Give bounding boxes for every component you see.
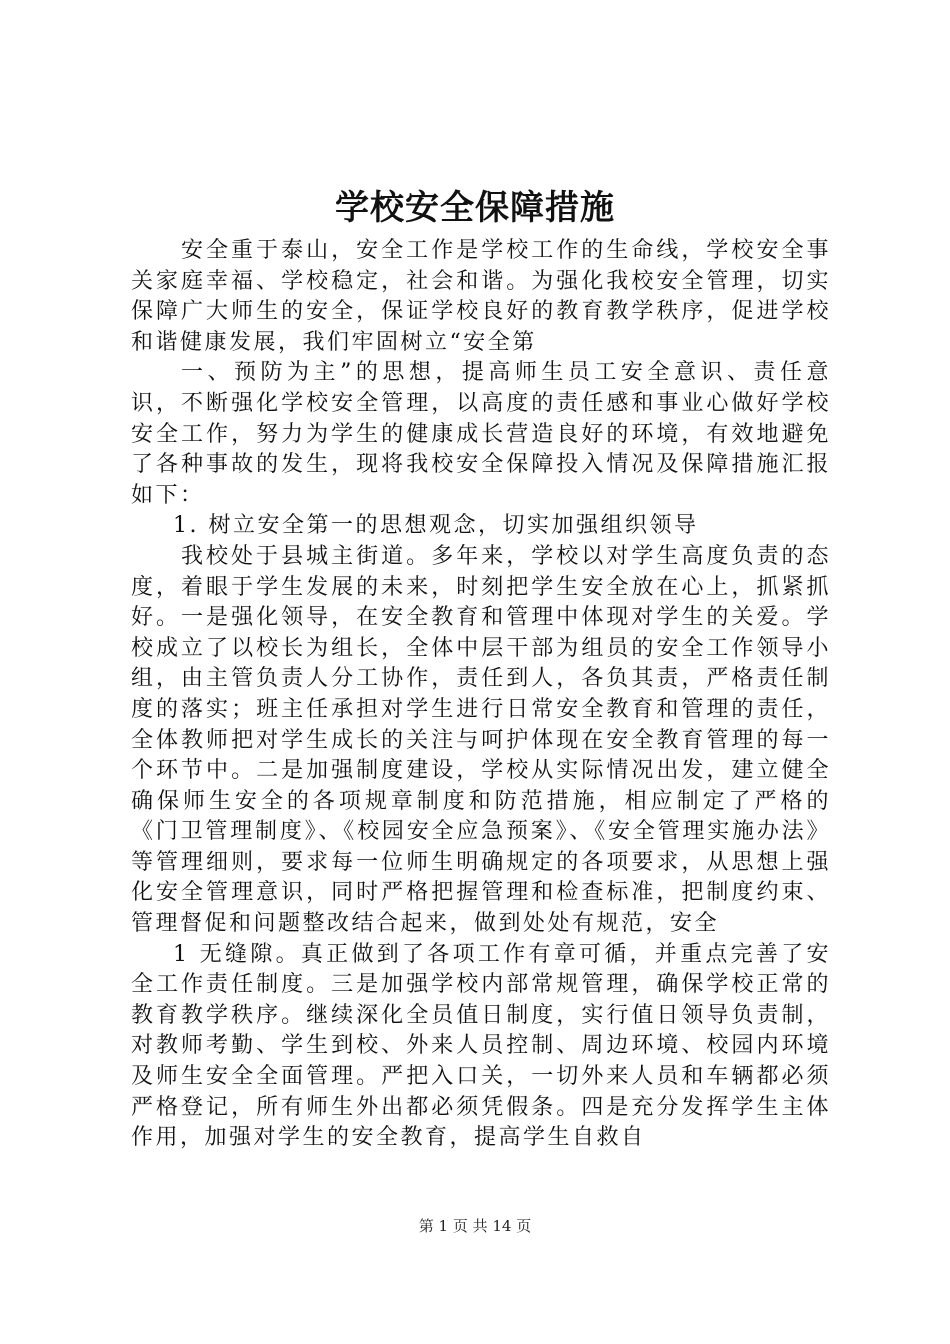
paragraph-intro: 安全重于泰山，安全工作是学校工作的生命线，学校安全事关家庭幸福、学校稳定，社会和谐。为强化我校安全管理，切实保障广大师生的安全，保证学校良好的教育教学秩序，促进学校和谐健康发展，我们牢固树立“安全第 [131, 238, 831, 355]
page-footer: 第 1 页 共 14 页 [418, 1217, 532, 1235]
document-body [131, 236, 831, 1154]
document-title: 学校安全保障措施 [335, 188, 615, 228]
paragraph-section-1-continued: 1 无缝隙。真正做到了各项工作有章可循，并重点完善了安全工作责任制度。三是加强学校内部常规管理，确保学校正常的教育教学秩序。继续深化全员值日制度，实行值日领导负责制，对教师考勤、学生到校、外来人员控制、周边环境、校园内环境及师生安全全面管理。严把入口关，一切外来人员和车辆都必须严格登记，所有师生外出都必须凭假条。四是充分发挥学生主体作用，加强对学生的安全教育，提高学生自救自 [131, 941, 831, 1151]
paragraph-section-1: 我校处于县城主街道。多年来，学校以对学生高度负责的态度，着眼于学生发展的未来，时刻把学生安全放在心上，抓紧抓好。一是强化领导，在安全教育和管理中体现对学生的关爱。学校成立了以校长为组长，全体中层干部为组员的安全工作领导小组，由主管负责人分工协作，责任到人，各负其责，严格责任制度的落实；班主任承担对学生进行日常安全教育和管理的责任，全体教师把对学生成长的关注与呵护体现在安全教育管理的每一个环节中。二是加强制度建设，学校从实际情况出发，建立健全确保师生安全的各项规章制度和防范措施，相应制定了严格的《门卫管理制度》、《校园安全应急预案》、《安全管理实施办法》等管理细则，要求每一位师生明确规定的各项要求，从思想上强化安全管理意识，同时严格把握管理和检查标准，把制度约束、管理督促和问题整改结合起来，做到处处有规范，安全 [131, 543, 831, 937]
paragraph-continuation: 一、预防为主”的思想，提高师生员工安全意识、责任意识，不断强化学校安全管理，以高度的责任感和事业心做好学校安全工作，努力为学生的健康成长营造良好的环境，有效地避免了各种事故的发生，现将我校安全保障投入情况及保障措施汇报如下： [131, 360, 831, 508]
section-heading-1: 1. 树立安全第一的思想观念，切实加强组织领导 [173, 513, 699, 539]
